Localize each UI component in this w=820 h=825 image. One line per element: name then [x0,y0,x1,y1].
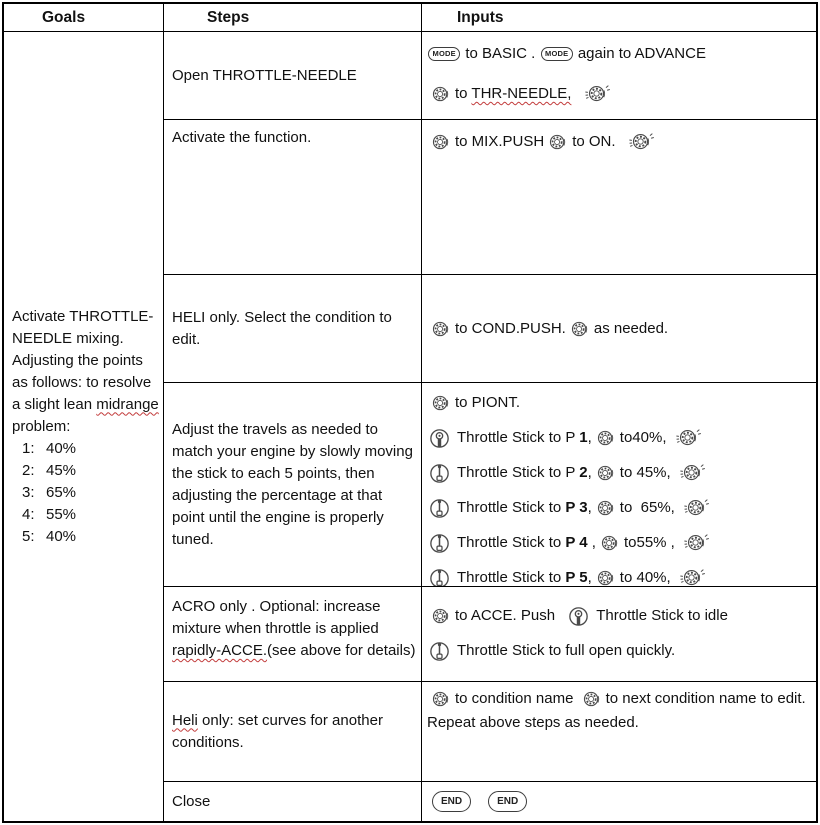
dial-press-icon [629,130,654,155]
throttle-stick-high-icon [428,640,451,663]
input-line [427,633,816,668]
input-text: to 45%, [619,464,671,481]
step-heli-select-condition [164,275,422,383]
dial-press-icon [684,496,709,521]
input-text: Throttle Stick to idle [596,607,728,624]
input-line-point-5-clipped [427,560,816,587]
input-text: , [587,429,592,446]
inputs-select-condition [422,275,816,383]
input-text: to COND.PUSH. [455,319,566,337]
input-text: to next condition name to edit. [605,690,806,707]
step-text: Close [172,792,211,810]
input-line-point-2 [427,455,816,490]
dial-icon [431,84,451,104]
dial-press-icon [585,82,610,107]
throttle-stick-high-icon [428,497,451,520]
goals-cell [4,32,164,821]
goal-point [22,526,159,548]
input-line [427,74,816,114]
input-text: , [587,569,592,586]
input-line-point-4 [427,525,816,560]
throttle-stick-low-icon [567,605,590,628]
end-button-icon: END [432,791,471,812]
dial-icon [596,498,616,518]
input-text: Repeat above steps as needed. [427,714,639,731]
input-text: to ON. [572,133,616,150]
step-text: Adjust the travels as needed to match your engine by slowly moving the stick to each 5 points, then adjusting the percentage at that point until the engine is properly tuned. [172,420,418,548]
input-text-misspelled: THR-NEEDLE, [471,85,572,102]
point-number: P 3 [565,499,588,516]
throttle-stick-high-icon [428,462,451,485]
step-text [172,596,416,662]
input-paragraph [427,687,810,711]
throttle-stick-high-icon [428,532,451,555]
input-line-point-1 [427,420,816,455]
point-label: 3: [22,483,35,501]
dial-icon [431,606,451,626]
input-text: , [587,464,592,481]
dial-icon [431,689,451,709]
inputs-acce [422,587,816,682]
input-text: Throttle Stick to [457,534,566,551]
input-text: to40%, [619,429,667,446]
input-paragraph [427,711,810,735]
goal-point [22,460,159,482]
input-text: Throttle Stick to [457,499,566,516]
header-label: Goals [42,8,86,26]
point-label: 4: [22,505,35,523]
inputs-close [422,782,816,821]
dial-icon [582,689,602,709]
step-close [164,782,422,821]
header-label: Inputs [457,8,504,26]
point-number: P 5 [565,569,588,586]
input-text: to condition name [455,690,578,707]
goal-point [22,504,159,526]
step-text-run: only: set curves for another conditions. [172,711,388,751]
mode-button-icon: MODE [541,47,573,62]
input-text: to BASIC . [465,45,536,62]
header-label: Steps [207,8,250,26]
dial-press-icon [676,426,701,451]
mode-button-icon: MODE [428,47,460,62]
point-label: 2: [22,461,35,479]
step-text-misspelled: Heli [172,711,198,729]
goal-points-list [12,438,159,548]
goal-text: Activate THROTTLE-NEEDLE mixing. Adjusting the points as follows: to resolve a slight lean [12,307,156,413]
column-header-inputs [422,4,816,32]
dial-icon [548,132,568,152]
input-text: to [455,85,472,102]
input-text: , [587,499,592,516]
input-line [427,318,816,340]
dial-icon [431,132,451,152]
step-adjust-travels [164,383,422,587]
input-line [427,34,816,74]
point-value: 65% [46,483,77,501]
dial-icon [600,533,620,553]
dial-icon [431,319,451,339]
point-value: 40% [46,439,77,457]
step-text-run: (see above for details) [267,642,416,659]
point-value: 40% [46,527,77,545]
dial-press-icon [684,531,709,556]
column-header-goals [4,4,164,32]
goal-point [22,438,159,460]
dial-icon [431,393,451,413]
step-text: HELI only. Select the condition to edit. [172,308,397,348]
dial-icon [596,568,616,587]
step-activate-function [164,120,422,275]
input-text: again to ADVANCE [577,45,706,62]
input-text: Throttle Stick to full open quickly. [457,642,676,659]
step-text-run: ACRO only . Optional: increase mixture when throttle is applied [172,598,385,637]
input-text: , [587,534,596,551]
step-open-throttle-needle [164,32,422,120]
step-acro-optional [164,587,422,682]
dial-icon [570,319,590,339]
input-text: as needed. [593,319,669,337]
throttle-stick-low-icon [428,427,451,450]
point-value: 55% [46,505,77,523]
input-line [427,123,816,161]
point-number: P 4 [565,534,588,551]
inputs-open-throttle-needle [422,32,816,120]
goal-paragraph [12,306,163,438]
dial-press-icon [680,566,705,587]
inputs-adjust-points [422,383,816,587]
goal-description [12,306,163,548]
dial-press-icon [680,461,705,486]
input-line [427,385,816,420]
inputs-other-conditions [422,682,816,782]
goal-point [22,482,159,504]
point-label: 1: [22,439,35,457]
step-heli-other-conditions [164,682,422,782]
input-text: to PIONT. [455,394,521,411]
point-value: 45% [46,461,77,479]
dial-icon [596,428,616,448]
input-text: Throttle Stick to [457,569,566,586]
input-text: to ACCE. Push [455,607,556,624]
input-text: Throttle Stick to P [457,429,580,446]
goal-text: problem: [12,395,163,435]
throttle-stick-high-icon [428,567,451,587]
goal-text-misspelled: midrange [96,395,159,413]
point-number: 2 [579,464,588,481]
step-text: Activate the function. [172,129,312,146]
step-text [172,710,416,754]
end-button-icon: END [488,791,527,812]
column-header-steps [164,4,422,32]
point-number: 1 [579,429,588,446]
dial-icon [596,463,616,483]
point-label: 5: [22,527,35,545]
input-text: Throttle Stick to P [457,464,580,481]
input-line-point-3 [427,490,816,525]
input-text: to55% , [623,534,675,551]
procedure-table [2,2,818,823]
input-text: to MIX.PUSH [455,133,545,150]
input-line [427,598,816,633]
inputs-activate-function [422,120,816,275]
step-text-misspelled: rapidly-ACCE. [172,642,268,659]
input-text: to 40%, [619,569,671,586]
step-text: Open THROTTLE-NEEDLE [172,66,357,84]
input-text: to 65%, [619,499,675,516]
